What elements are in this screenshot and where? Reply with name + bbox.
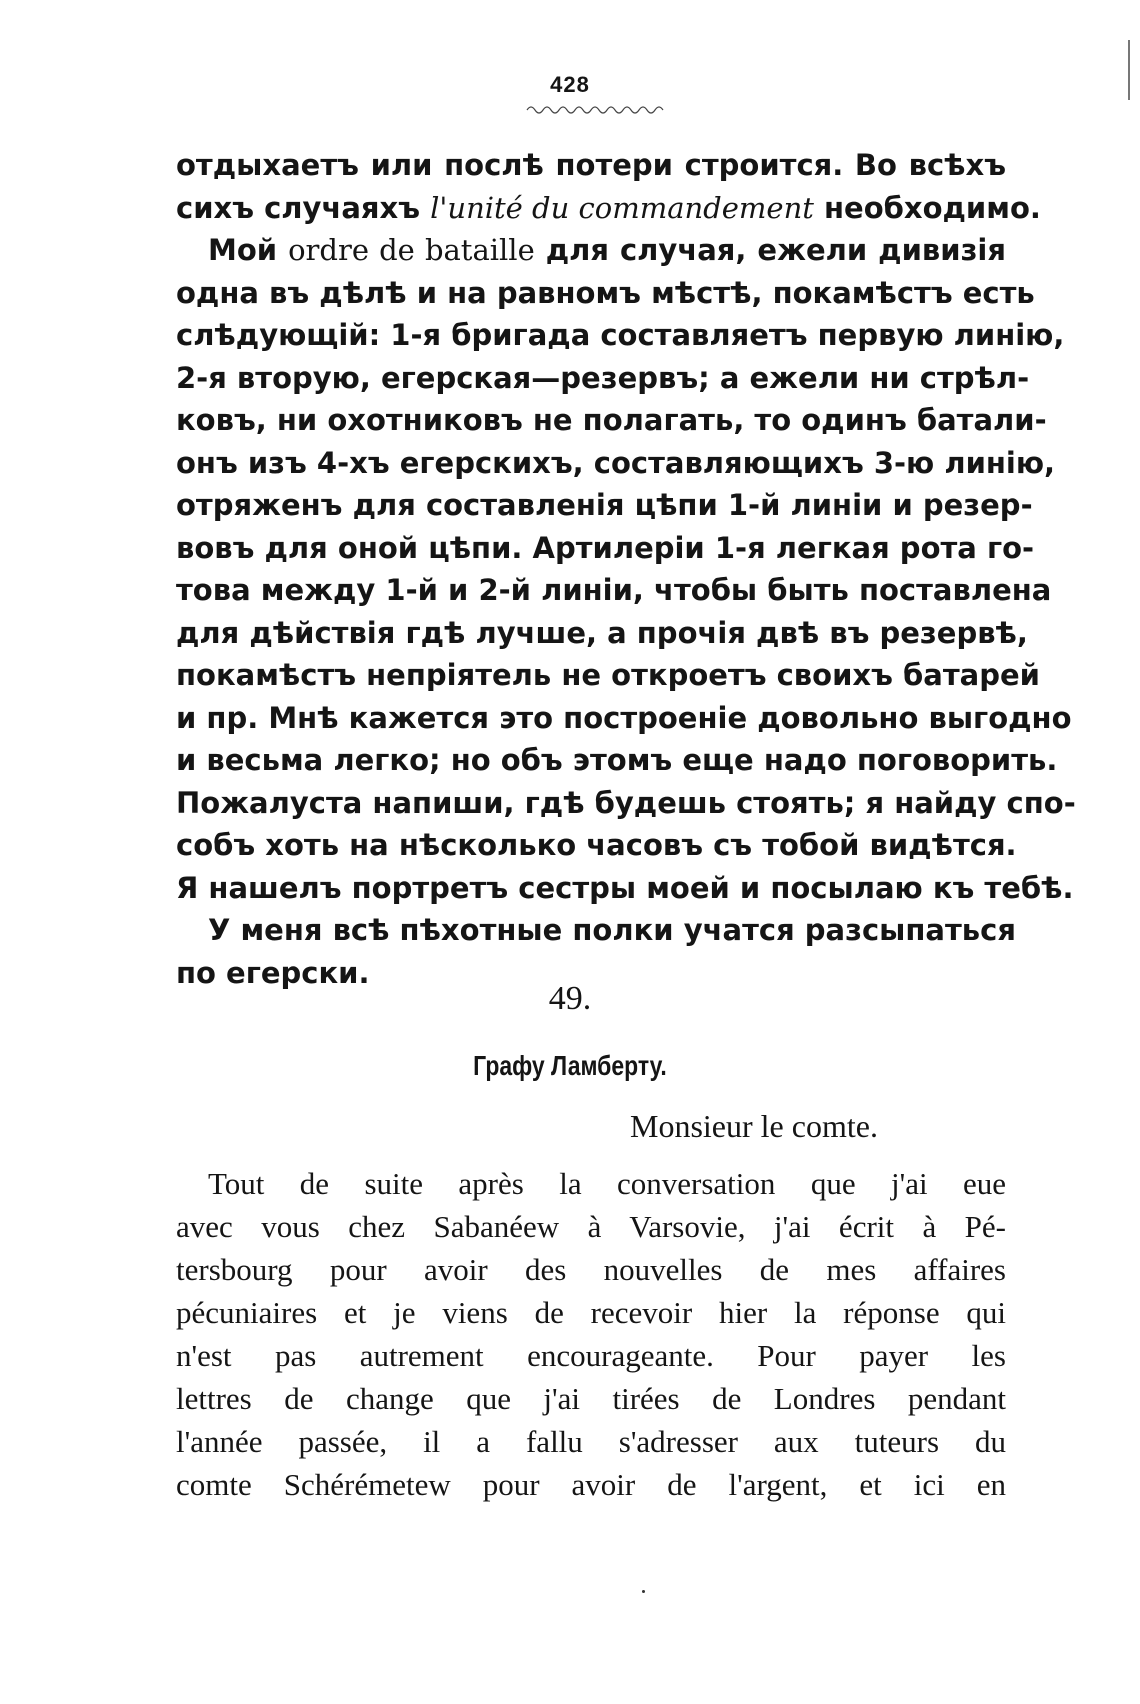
text-fragment: l'unité du commandement <box>430 190 814 225</box>
text-line: Я нашелъ портретъ сестры моей и посылаю къ тебѣ. <box>176 870 1074 905</box>
letter-49-body <box>176 1162 1006 1506</box>
text-line: собъ хоть на нѣсколько часовъ съ тобой видѣтся. <box>176 828 1017 862</box>
text-line: вовъ для оной цѣпи. Артилеріи 1-я легкая рота го- <box>176 530 1035 565</box>
text-line: avec vous chez Sabanéew à Varsovie, j'ai écrit à Pé- <box>176 1209 1006 1244</box>
text-line <box>176 187 1041 230</box>
text-line: по егерски. <box>176 955 370 990</box>
letter-number: 49. <box>548 980 592 1017</box>
text-line: lettres de change que j'ai tirées de Londres pendant <box>176 1381 1006 1416</box>
text-line: одна въ дѣлѣ и на равномъ мѣстѣ, покамѣстъ есть <box>176 275 1035 310</box>
page-number: 428 <box>550 72 590 97</box>
text-line: слѣдующій: 1-я бригада составляетъ первую линію, <box>176 318 1065 352</box>
text-fragment: Мой <box>208 233 289 267</box>
text-line: онъ изъ 4-хъ егерскихъ, составляющихъ 3-ю линію, <box>176 445 1056 480</box>
text-line: и весьма легко; но объ этомъ еще надо поговорить. <box>176 743 1058 777</box>
text-line: n'est pas autrement encourageante. Pour payer les <box>176 1338 1006 1373</box>
text-line: отряженъ для составленія цѣпи 1-й линіи и резер- <box>176 488 1033 522</box>
text-line: това между 1-й и 2-й линіи, чтобы быть поставлена <box>176 573 1052 607</box>
letter-48-continuation <box>176 144 1076 994</box>
text-line: pécuniaires et je viens de recevoir hier la réponse qui <box>176 1295 1006 1330</box>
ornament-divider <box>525 104 675 116</box>
text-line: и пр. Мнѣ кажется это построеніе довольно выгодно <box>176 700 1072 735</box>
print-speck <box>642 1590 645 1593</box>
text-line: ковъ, ни охотниковъ не полагать, то одинъ батали- <box>176 403 1047 437</box>
letter-addressee: Графу Ламберту. <box>473 1050 667 1081</box>
text-fragment: для случая, ежели дивизія <box>534 233 1006 267</box>
text-line: Пожалуста напиши, гдѣ будешь стоять; я найду спо- <box>176 785 1076 820</box>
text-line: 2-я вторую, егерская—резервъ; а ежели ни стрѣл- <box>176 360 1030 395</box>
text-line <box>176 229 1006 272</box>
text-line: comte Schérémetew pour avoir de l'argent, et ici en <box>176 1467 1006 1502</box>
text-line: Tout de suite après la conversation que j'ai eue <box>208 1166 1006 1201</box>
text-fragment: необходимо. <box>813 190 1041 225</box>
letter-salutation: Monsieur le comte. <box>630 1108 878 1144</box>
text-line: для дѣйствія гдѣ лучше, а прочія двѣ въ резервѣ, <box>176 615 1028 650</box>
text-line: У меня всѣ пѣхотные полки учатся разсыпаться <box>208 913 1016 947</box>
text-line: покамѣстъ непріятель не откроетъ своихъ батарей <box>176 658 1040 692</box>
text-fragment: ordre de bataille <box>288 233 535 267</box>
text-line: отдыхаетъ или послѣ потери строится. Во всѣхъ <box>176 148 1006 182</box>
text-line: tersbourg pour avoir des nouvelles de mes affaires <box>176 1252 1006 1287</box>
text-fragment: сихъ случаяхъ <box>176 190 431 225</box>
text-line: l'année passée, il a fallu s'adresser aux tuteurs du <box>176 1424 1006 1459</box>
